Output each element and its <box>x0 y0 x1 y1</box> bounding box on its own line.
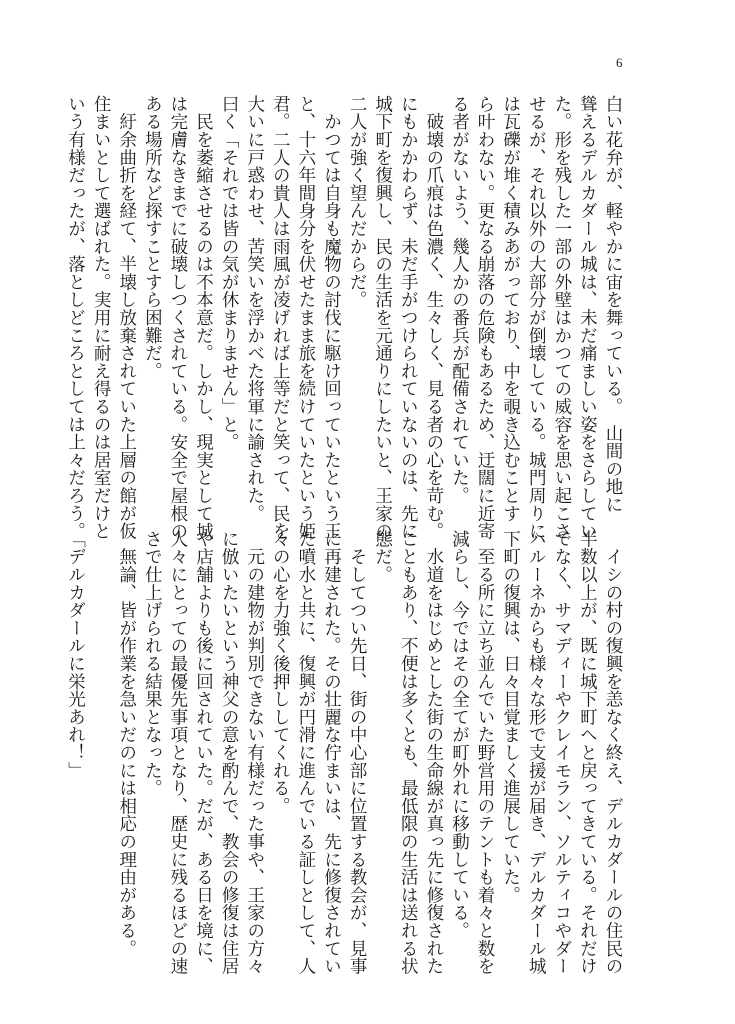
text-column: いう有様だったが、落としどころとしては上々だろう。 <box>65 95 86 540</box>
text-column: 半数以上が、既に城下町へと戻ってきている。それだけ <box>577 530 598 975</box>
text-column: や店舗よりも後に回されていた。だが、ある日を境に、 <box>193 530 214 975</box>
text-column: イシの村の復興を恙なく終え、デルカダールの住民の <box>603 530 623 975</box>
text-column: る者がないよう、幾人かの番兵が配備されていた。 <box>449 95 470 505</box>
text-column: 減らし、今ではその全てが町外れに移動している。 <box>449 530 470 940</box>
text-column <box>88 530 114 935</box>
text-column: に倣いたいという神父の意を酌んで、教会の修復は住居 <box>219 530 240 975</box>
text-column: 紆余曲折を経て、半壊し放棄されていた上層の館が仮 <box>116 95 137 540</box>
text-column: 「デルカダールに栄光あれ！」 <box>65 530 86 780</box>
text-column: 下町の復興は、日々目覚ましく進展していた。 <box>500 530 521 904</box>
text-column: 水道をはじめとした街の生命線が真っ先に修復された <box>423 530 444 975</box>
text-column: にもかかわらず、未だ手がつけられていないのは、先に <box>398 95 419 540</box>
text-column: に再建された。その壮麗な佇まいは、先に修復されてい <box>321 530 342 975</box>
page-number: 6 <box>616 55 623 70</box>
text-column: さで仕上げられる結果となった。 <box>142 530 163 797</box>
text-column: た噴水と共に、復興が円滑に進んでいる証しとして、人 <box>295 530 316 975</box>
text-column: 無論、皆が作業を急いだのには相応の理由がある。 <box>116 530 137 958</box>
text-column: 民を萎縮させるのは不本意だ。しかし、現実として城 <box>193 95 214 540</box>
text-column: 破壊の爪痕は色濃く、生々しく、見る者の心を苛む。 <box>423 95 444 540</box>
text-column: 聳えるデルカダール城は、未だ痛ましい姿をさらしてい <box>577 95 598 540</box>
text-column: た。形を残した一部の外壁はかつての威容を思い起こさ <box>551 95 572 540</box>
text-column: 元の建物が判別できない有様だった事や、王家の方々 <box>244 530 265 975</box>
text-column: 々の心を力強く後押ししてくれる。 <box>270 530 291 815</box>
text-column: ある場所など探すことすら困難だ。 <box>142 95 163 380</box>
text-column: 城下町を復興し、民の生活を元通りにしたいと、王家の <box>372 95 393 540</box>
text-column: 住まいとして選ばれた。実用に耐え得るのは居室だけと <box>91 95 112 540</box>
text-column: ら叶わない。更なる崩落の危険もあるため、迂闊に近寄 <box>475 95 496 540</box>
text-column: 君。二人の貴人は雨風が凌げれば上等だと笑って、民を <box>270 95 291 540</box>
lower-text-block <box>62 530 625 975</box>
upper-text-block <box>62 95 625 540</box>
text-column: でなく、サマディーやクレイモラン、ソルティコやダー <box>551 530 572 975</box>
text-column: せるが、それ以外の大部分が倒壊している。城門周りに <box>526 95 547 540</box>
text-column: 二人が強く望んだからだ。 <box>347 95 368 309</box>
text-column: 白い花弁が、軽やかに宙を舞っている。 山間の地に <box>603 95 623 514</box>
text-column: と、十六年間身分を伏せたまま旅を続けていたという姫 <box>295 95 316 540</box>
text-column: 曰く「それでは皆の気が休まりません」と。 <box>219 95 240 451</box>
text-column: 人々にとっての最優先事項となり、歴史に残るほどの速 <box>167 530 188 975</box>
text-column: は完膚なきまでに破壊しつくされている。安全で屋根の <box>167 95 188 540</box>
text-column: 態だ。 <box>372 530 393 584</box>
text-column: そしてつい先日、街の中心部に位置する教会が、見事 <box>347 530 368 975</box>
text-column: は瓦礫が堆く積みあがっており、中を覗き込むことす <box>500 95 521 523</box>
text-column: こともあり、不便は多くとも、最低限の生活は送れる状 <box>398 530 419 975</box>
text-column: ハルーネからも様々な形で支援が届き、デルカダール城 <box>526 530 547 975</box>
text-column: 至る所に立ち並んでいた野営用のテントも着々と数を <box>475 530 496 975</box>
text-column: 大いに戸惑わせ、苦笑いを浮かべた将軍に諭された。 <box>244 95 265 523</box>
text-column: かつては自身も魔物の討伐に駆け回っていたという王 <box>321 95 342 540</box>
